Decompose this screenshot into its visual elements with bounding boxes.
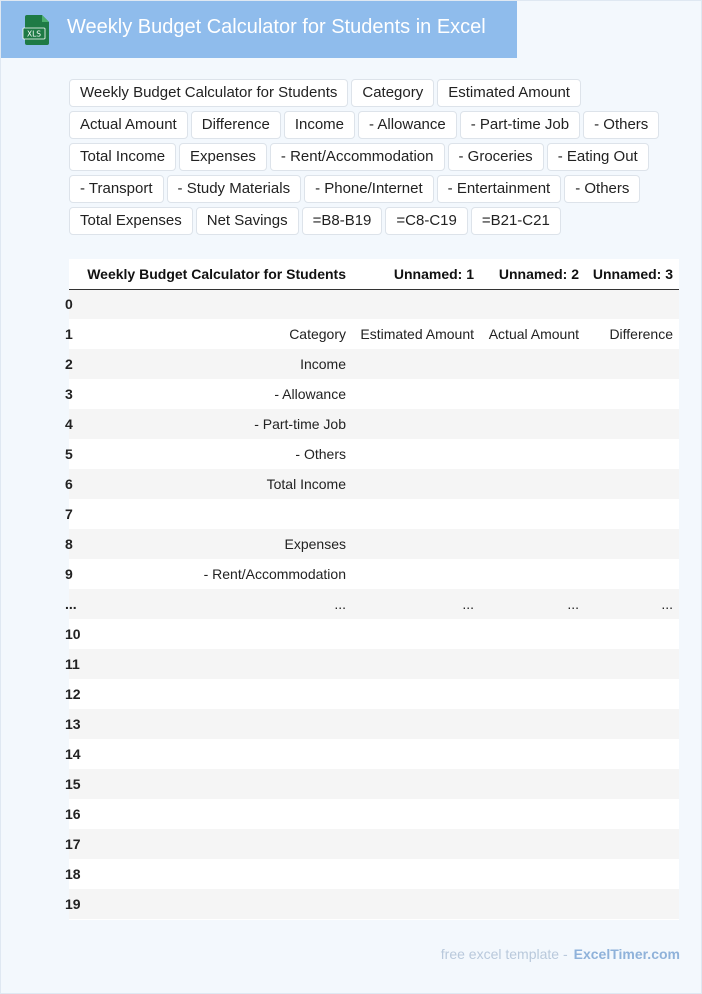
footer-text: free excel template -: [440, 946, 568, 962]
row-index: ...: [65, 596, 77, 612]
table-row: [69, 289, 679, 319]
table-cell: [352, 499, 480, 529]
row-index: 17: [65, 836, 81, 852]
table-cell: [352, 619, 480, 649]
table-row: [69, 409, 679, 439]
table-cell: [352, 439, 480, 469]
table-cell: [79, 289, 352, 319]
header-chip: Total Income: [69, 143, 176, 171]
table-cell: [480, 799, 585, 829]
table-cell: [585, 649, 679, 679]
table-cell: - Others: [295, 446, 346, 462]
footer: [441, 946, 680, 962]
header-chip: Weekly Budget Calculator for Students: [69, 79, 348, 107]
table-row: [69, 529, 679, 559]
table-row: [69, 649, 679, 679]
table-cell: [79, 619, 352, 649]
row-index: 4: [65, 416, 73, 432]
table-cell: [585, 769, 679, 799]
header-chip: - Eating Out: [547, 143, 649, 171]
table-row: [69, 589, 679, 619]
row-index: 19: [65, 896, 81, 912]
header-chip: - Transport: [69, 175, 164, 203]
row-index: 12: [65, 686, 81, 702]
table-cell: [79, 709, 352, 739]
header-chip: - Phone/Internet: [304, 175, 434, 203]
table-cell: [585, 679, 679, 709]
table-cell: [480, 469, 585, 499]
header-banner: [1, 1, 517, 58]
table-cell: [585, 739, 679, 769]
header-chip: - Others: [583, 111, 659, 139]
table-cell: [480, 289, 585, 319]
xls-icon-label: XLS: [26, 29, 42, 39]
table-cell: [79, 859, 352, 889]
table-cell: [585, 289, 679, 319]
table-cell: [480, 769, 585, 799]
table-body: [65, 289, 679, 919]
table-cell: [79, 739, 352, 769]
row-index: 7: [65, 506, 73, 522]
page-title: Weekly Budget Calculator for Students in Excel: [67, 16, 486, 38]
header-chip-list: [69, 79, 669, 235]
table-cell: [79, 649, 352, 679]
table-cell: [352, 679, 480, 709]
row-index: 10: [65, 626, 81, 642]
data-table: [65, 259, 679, 919]
table-cell: [79, 679, 352, 709]
table-cell: [352, 859, 480, 889]
header-chip: - Allowance: [358, 111, 457, 139]
header-chip: - Study Materials: [167, 175, 302, 203]
table-cell: [480, 889, 585, 919]
table-row: [69, 559, 679, 589]
footer-brand-link[interactable]: ExcelTimer.com: [573, 946, 680, 962]
table-row: [69, 469, 679, 499]
table-cell: [79, 799, 352, 829]
table-row: [69, 709, 679, 739]
row-index: 14: [65, 746, 81, 762]
table-cell: [79, 769, 352, 799]
row-index: 1: [65, 326, 73, 342]
table-cell: [585, 469, 679, 499]
table-cell: [480, 349, 585, 379]
row-index: 18: [65, 866, 81, 882]
table-cell: [585, 529, 679, 559]
table-cell: [352, 649, 480, 679]
header-chip: Expenses: [179, 143, 267, 171]
header-chip: =B21-C21: [471, 207, 561, 235]
table-cell: - Allowance: [274, 386, 346, 402]
header-chip: - Groceries: [448, 143, 544, 171]
row-index: 15: [65, 776, 81, 792]
row-index: 2: [65, 356, 73, 372]
row-index: 11: [65, 656, 80, 672]
row-index: 5: [65, 446, 73, 462]
table-row: [69, 439, 679, 469]
table-row: [69, 619, 679, 649]
table-row: [69, 679, 679, 709]
table-cell: Difference: [609, 326, 673, 342]
table-cell: [352, 709, 480, 739]
table-row: [69, 739, 679, 769]
table-cell: [585, 439, 679, 469]
table-cell: [79, 499, 352, 529]
table-cell: [79, 829, 352, 859]
table-row: [69, 799, 679, 829]
table-row: [69, 829, 679, 859]
table-cell: [352, 769, 480, 799]
table-cell: [480, 649, 585, 679]
table-cell: [480, 859, 585, 889]
table-row: [69, 319, 679, 349]
table-cell: - Rent/Accommodation: [203, 566, 346, 582]
header-chip: Estimated Amount: [437, 79, 581, 107]
table-cell: [585, 889, 679, 919]
header-chip: - Part-time Job: [460, 111, 580, 139]
row-index: 8: [65, 536, 73, 552]
table-cell: ...: [661, 596, 673, 612]
table-cell: [585, 799, 679, 829]
column-header: Unnamed: 1: [352, 259, 480, 289]
table-row: [69, 859, 679, 889]
table-cell: Total Income: [266, 476, 346, 492]
header-chip: Category: [351, 79, 434, 107]
column-header: Unnamed: 3: [585, 259, 679, 289]
table-cell: [480, 739, 585, 769]
table-row: [69, 889, 679, 919]
column-header: Unnamed: 2: [480, 259, 585, 289]
table-cell: Actual Amount: [488, 326, 579, 342]
table-cell: [352, 799, 480, 829]
table-cell: [480, 379, 585, 409]
header-chip: - Entertainment: [437, 175, 562, 203]
table-cell: [352, 379, 480, 409]
table-row: [69, 769, 679, 799]
table-cell: [585, 829, 679, 859]
header-chip: =C8-C19: [385, 207, 467, 235]
row-index: 9: [65, 566, 73, 582]
column-header: [69, 259, 79, 289]
table-row: [69, 349, 679, 379]
table-cell: [352, 409, 480, 439]
table-cell: Income: [300, 356, 346, 372]
table-cell: [585, 499, 679, 529]
table-cell: [480, 559, 585, 589]
header-chip: =B8-B19: [302, 207, 383, 235]
column-header: Weekly Budget Calculator for Students: [79, 259, 352, 289]
table-cell: [480, 499, 585, 529]
table-cell: [352, 889, 480, 919]
row-index: 16: [65, 806, 81, 822]
table-cell: [480, 529, 585, 559]
table-cell: ...: [334, 596, 346, 612]
table-cell: [480, 829, 585, 859]
table-cell: [480, 409, 585, 439]
table-row: [69, 379, 679, 409]
table-cell: [480, 679, 585, 709]
table-cell: - Part-time Job: [254, 416, 346, 432]
row-index: 6: [65, 476, 73, 492]
row-index: 0: [65, 296, 73, 313]
table-cell: Estimated Amount: [360, 326, 474, 342]
table-cell: [585, 859, 679, 889]
header-chip: Difference: [191, 111, 281, 139]
header-chip: Actual Amount: [69, 111, 188, 139]
table-cell: [352, 559, 480, 589]
data-table-container[interactable]: [65, 259, 679, 920]
table-cell: [585, 709, 679, 739]
table-cell: ...: [462, 596, 474, 612]
table-cell: Expenses: [284, 536, 346, 552]
table-cell: [480, 439, 585, 469]
header-chip: - Others: [564, 175, 640, 203]
table-row: [69, 499, 679, 529]
table-cell: [352, 739, 480, 769]
table-cell: [352, 469, 480, 499]
table-cell: [480, 619, 585, 649]
table-cell: [352, 289, 480, 319]
row-index: 13: [65, 716, 81, 732]
table-cell: [79, 889, 352, 919]
table-cell: [352, 529, 480, 559]
header-chip: Total Expenses: [69, 207, 193, 235]
table-cell: [585, 619, 679, 649]
table-header-row: [69, 259, 679, 289]
table-cell: [585, 559, 679, 589]
header-chip: Income: [284, 111, 355, 139]
table-cell: [585, 379, 679, 409]
table-cell: [585, 409, 679, 439]
table-cell: [352, 829, 480, 859]
header-chip: Net Savings: [196, 207, 299, 235]
table-cell: [480, 709, 585, 739]
table-cell: ...: [567, 596, 579, 612]
row-index: 3: [65, 386, 73, 402]
header-chip: - Rent/Accommodation: [270, 143, 445, 171]
table-cell: [352, 349, 480, 379]
table-cell: [585, 349, 679, 379]
xls-file-icon: [23, 14, 51, 46]
table-cell: Category: [289, 326, 346, 342]
